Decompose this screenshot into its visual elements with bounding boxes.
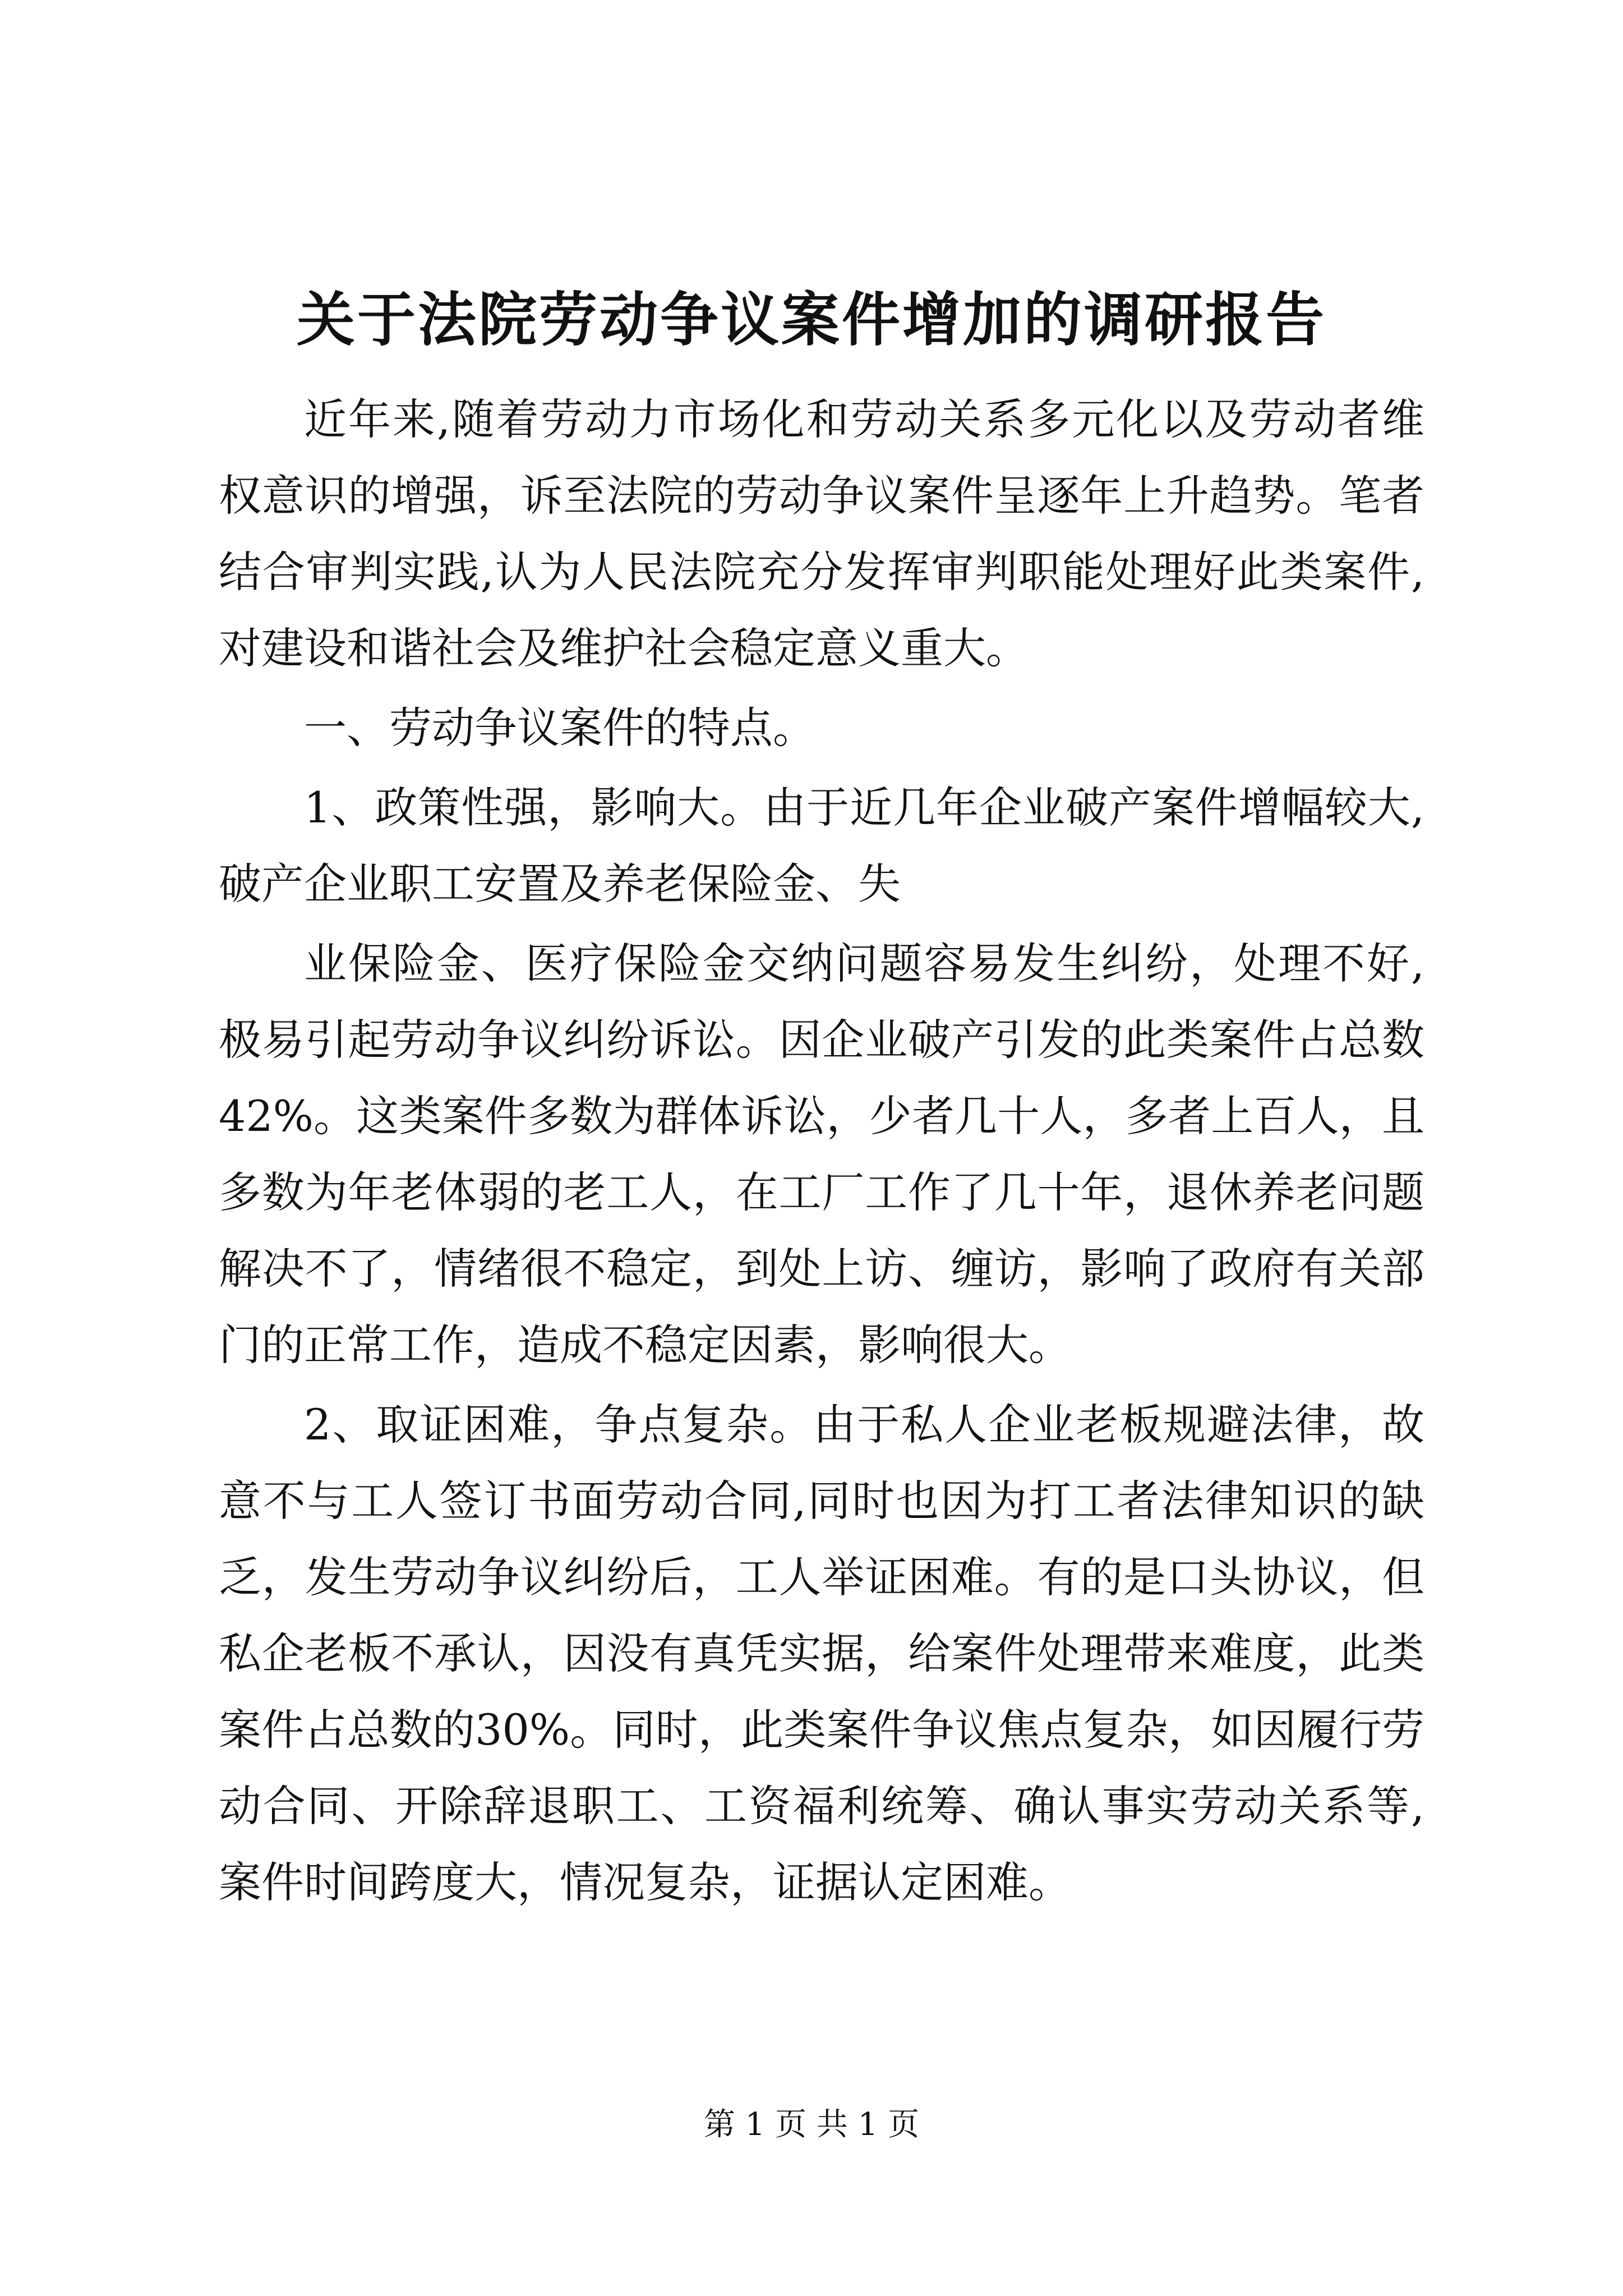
- paragraph-point-1-continued: 业保险金、医疗保险金交纳问题容易发生纠纷，处理不好,极易引起劳动争议纠纷诉讼。因企业破产引发的此类案件占总数42%。这类案件多数为群体诉讼，少者几十人，多者上百人，且多数为年老体弱的老工人，在工厂工作了几十年，退休养老问题解决不了，情绪很不稳定，到处上访、缠访，影响了政府有关部门的正常工作，造成不稳定因素，影响很大。: [219, 938, 1424, 1370]
- document-body: [219, 381, 1424, 1924]
- page-number-footer: 第 1 页 共 1 页: [703, 2106, 920, 2143]
- paragraph-intro: 近年来,随着劳动力市场化和劳动关系多元化以及劳动者维权意识的增强，诉至法院的劳动争议案件呈逐年上升趋势。笔者结合审判实践,认为人民法院充分发挥审判职能处理好此类案件,对建设和谐社会及维护社会稳定意义重大。: [219, 394, 1424, 673]
- document-title: 关于法院劳动争议案件增加的调研报告: [296, 285, 1326, 354]
- paragraph-point-1: 1、政策性强，影响大。由于近几年企业破产案件增幅较大,破产企业职工安置及养老保险金、失: [219, 783, 1424, 909]
- section-heading: 一、劳动争议案件的特点。: [304, 703, 815, 753]
- paragraph-point-2: 2、取证困难，争点复杂。由于私人企业老板规避法律，故意不与工人签订书面劳动合同,同时也因为打工者法律知识的缺乏，发生劳动争议纠纷后，工人举证困难。有的是口头协议，但私企老板不承认，因没有真凭实据，给案件处理带来难度，此类案件占总数的30%。同时，此类案件争议焦点复杂，如因履行劳动合同、开除辞退职工、工资福利统筹、确认事实劳动关系等,案件时间跨度大，情况复杂，证据认定困难。: [219, 1400, 1424, 1907]
